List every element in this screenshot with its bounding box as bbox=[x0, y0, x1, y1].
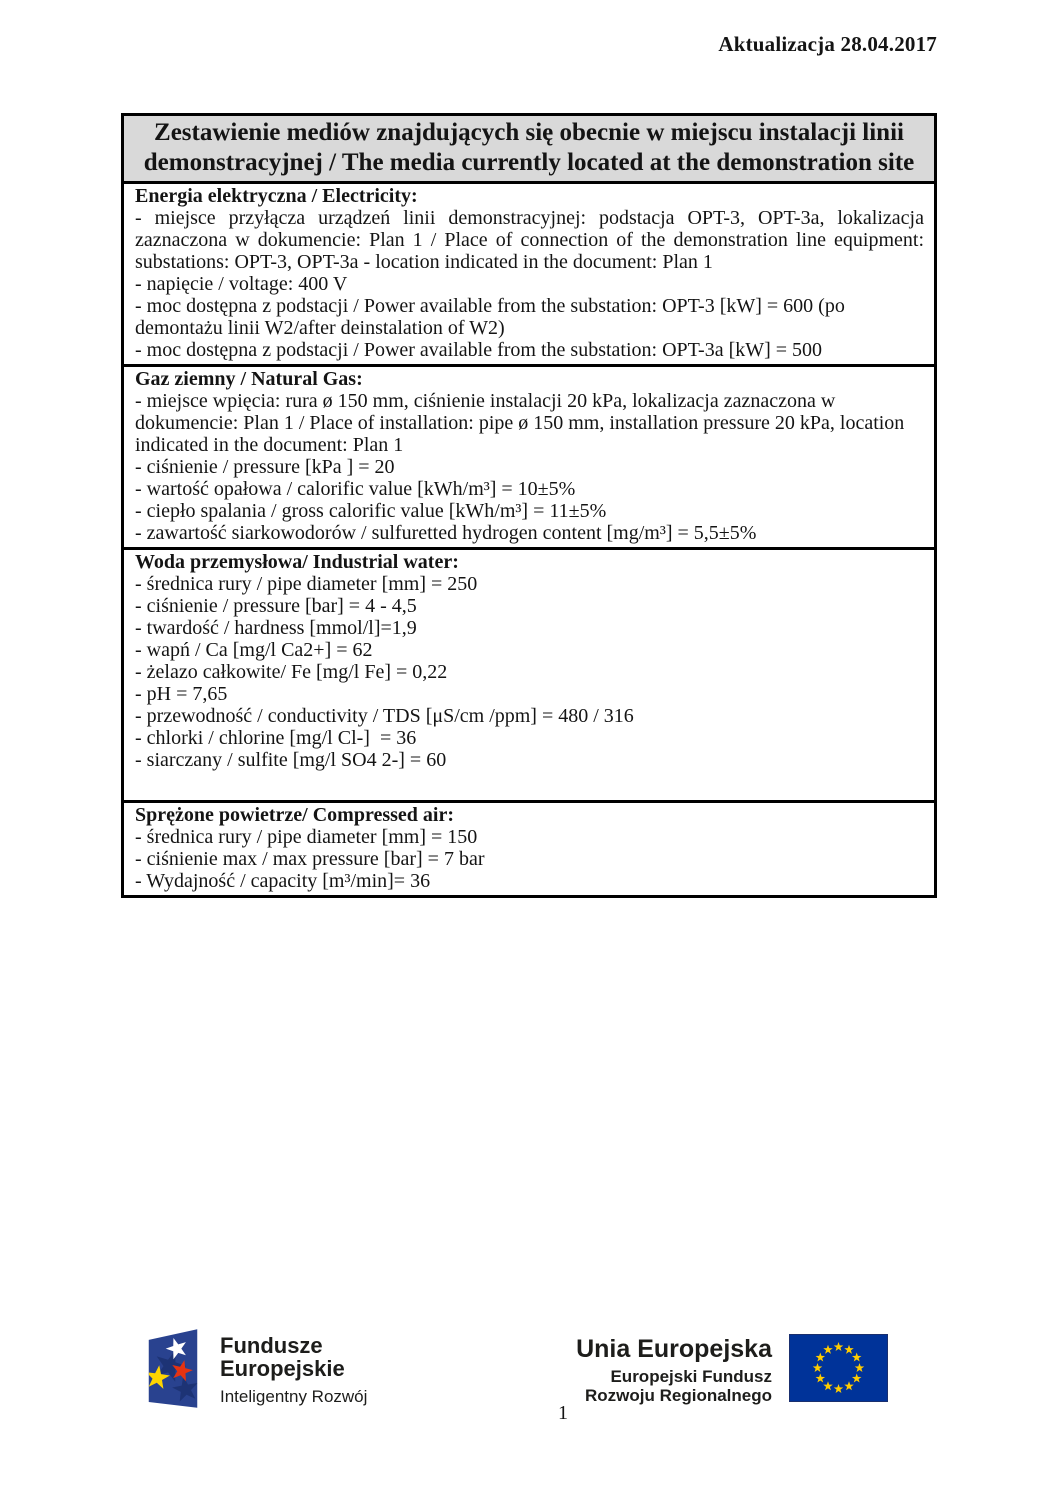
section-industrial-water bbox=[124, 547, 934, 800]
section-electricity-line: - moc dostępna z podstacji / Power available from the substation: OPT-3 [kW] = 600 (po demontażu linii W2/after deinstalation of W2) bbox=[135, 295, 850, 339]
table-title bbox=[124, 116, 934, 184]
unia-europejska-text bbox=[576, 1334, 772, 1405]
section-industrial-water-line: - średnica rury / pipe diameter [mm] = 250 bbox=[135, 573, 478, 595]
section-natural-gas-line: - miejsce wpięcia: rura ø 150 mm, ciśnienie instalacji 20 kPa, lokalizacja zaznaczona w dokumencie: Plan 1 / Place of installation: pipe ø 150 mm, installation pressure 20 kPa, location indicated in the document: Plan 1 bbox=[135, 390, 910, 456]
footer-logos bbox=[0, 1322, 1058, 1422]
section-electricity-line: - moc dostępna z podstacji / Power available from the substation: OPT-3a [kW] = 500 bbox=[135, 339, 823, 361]
section-compressed-air-line: - ciśnienie max / max pressure [bar] = 7 bar bbox=[135, 848, 485, 870]
section-industrial-water-line: - twardość / hardness [mmol/l]=1,9 bbox=[135, 617, 417, 639]
section-natural-gas-line: - ciepło spalania / gross calorific value [kWh/m³] = 11±5% bbox=[135, 500, 607, 522]
fundusze-europejskie-flag-icon bbox=[141, 1326, 205, 1412]
fe-title-line-2: Europejskie bbox=[220, 1356, 345, 1381]
section-natural-gas-heading: Gaz ziemny / Natural Gas: bbox=[135, 368, 363, 390]
fe-title-line-1: Fundusze bbox=[220, 1333, 323, 1358]
section-industrial-water-line: - siarczany / sulfite [mg/l SO4 2-] = 60 bbox=[135, 749, 447, 771]
section-electricity-line: - napięcie / voltage: 400 V bbox=[135, 273, 348, 295]
eu-subtitle-line-2: Rozwoju Regionalnego bbox=[585, 1386, 772, 1405]
section-industrial-water-line: - chlorki / chlorine [mg/l Cl-] = 36 bbox=[135, 727, 417, 749]
eu-subtitle-line-1: Europejski Fundusz bbox=[610, 1367, 772, 1386]
media-table bbox=[121, 113, 937, 898]
fundusze-europejskie-logo bbox=[141, 1326, 367, 1412]
section-electricity-line: - miejsce przyłącza urządzeń linii demonstracyjnej: podstacja OPT-3, OPT-3a, lokalizacja zaznaczona w dokumencie: Plan 1 / Place of connection of the demonstration line equipment: substations: OPT-3, OPT-3a - location indicated in the document: Plan 1 bbox=[135, 207, 924, 273]
fundusze-europejskie-text bbox=[220, 1326, 367, 1407]
section-industrial-water-spacer bbox=[135, 771, 924, 797]
eu-flag-icon bbox=[789, 1334, 888, 1402]
section-industrial-water-line: - pH = 7,65 bbox=[135, 683, 228, 705]
eu-title: Unia Europejska bbox=[576, 1335, 772, 1363]
table-title-line-2: demonstracyjnej / The media currently located at the demonstration site bbox=[143, 149, 915, 176]
section-natural-gas bbox=[124, 364, 934, 547]
section-natural-gas-line: - wartość opałowa / calorific value [kWh/m³] = 10±5% bbox=[135, 478, 576, 500]
section-industrial-water-line: - wapń / Ca [mg/l Ca2+] = 62 bbox=[135, 639, 373, 661]
section-compressed-air-line: - średnica rury / pipe diameter [mm] = 150 bbox=[135, 826, 478, 848]
section-industrial-water-line: - przewodność / conductivity / TDS [μS/cm /ppm] = 480 / 316 bbox=[135, 705, 634, 727]
section-industrial-water-line: - ciśnienie / pressure [bar] = 4 - 4,5 bbox=[135, 595, 417, 617]
section-natural-gas-line: - ciśnienie / pressure [kPa ] = 20 bbox=[135, 456, 395, 478]
section-electricity-heading: Energia elektryczna / Electricity: bbox=[135, 185, 418, 207]
section-compressed-air-line: - Wydajność / capacity [m³/min]= 36 bbox=[135, 870, 431, 892]
table-title-line-1: Zestawienie mediów znajdujących się obecnie w miejscu instalacji linii bbox=[154, 119, 904, 146]
update-date-label: Aktualizacja 28.04.2017 bbox=[718, 32, 937, 56]
page-number: 1 bbox=[558, 1402, 568, 1424]
unia-europejska-logo bbox=[576, 1334, 888, 1405]
section-industrial-water-line: - żelazo całkowite/ Fe [mg/l Fe] = 0,22 bbox=[135, 661, 448, 683]
section-compressed-air bbox=[124, 800, 934, 895]
section-natural-gas-line: - zawartość siarkowodorów / sulfuretted hydrogen content [mg/m³] = 5,5±5% bbox=[135, 522, 757, 544]
fe-subtitle: Inteligentny Rozwój bbox=[220, 1387, 368, 1406]
section-electricity bbox=[124, 184, 934, 364]
section-industrial-water-heading: Woda przemysłowa/ Industrial water: bbox=[135, 551, 459, 573]
section-compressed-air-heading: Sprężone powietrze/ Compressed air: bbox=[135, 804, 455, 826]
